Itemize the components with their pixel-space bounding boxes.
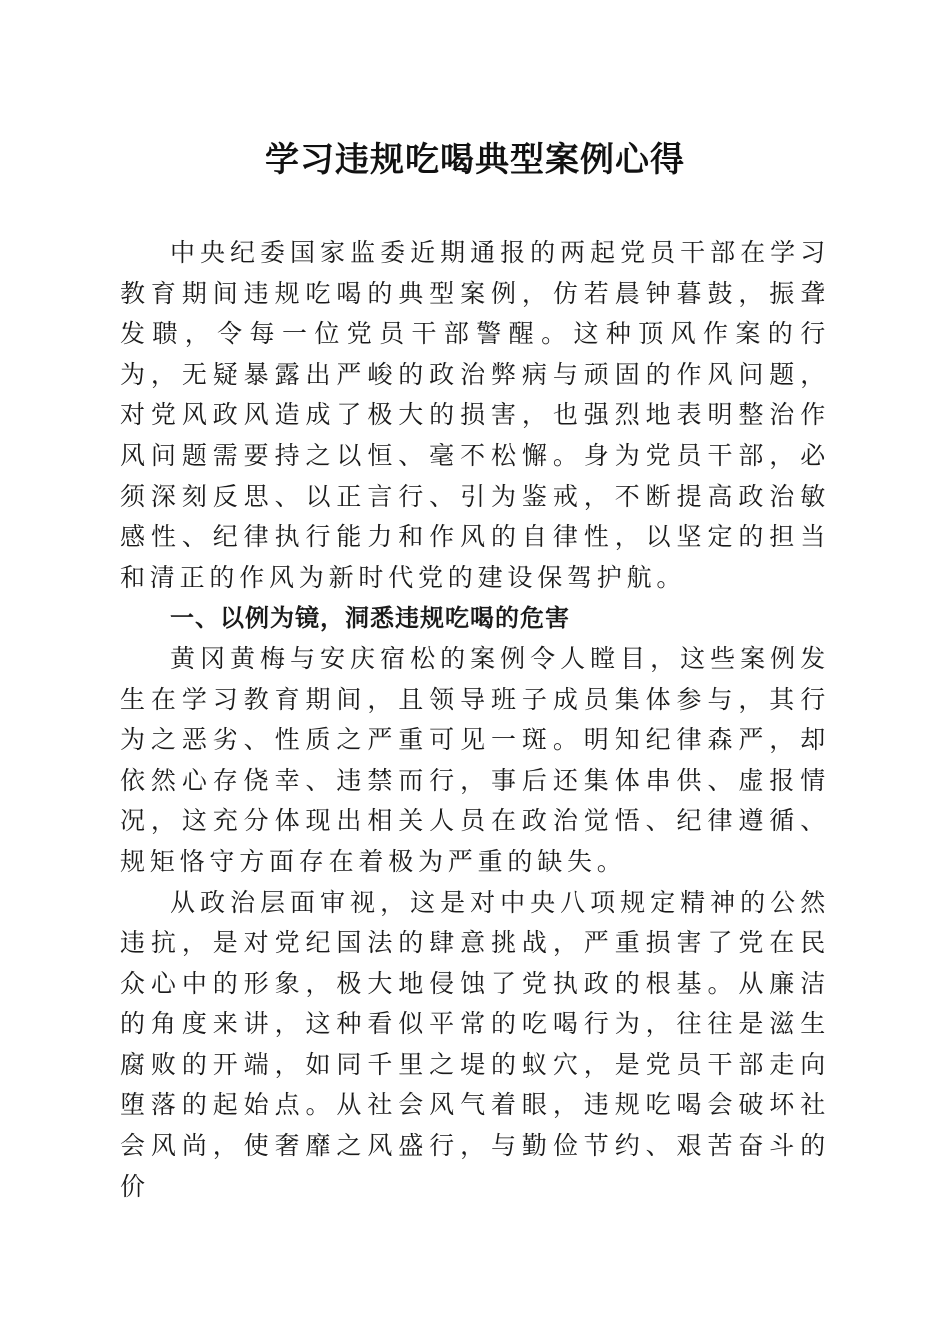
document-body — [120, 233, 830, 1207]
analysis-paragraph: 从政治层面审视，这是对中央八项规定精神的公然违抗，是对党纪国法的肆意挑战，严重损害了党在民众心中的形象，极大地侵蚀了党执政的根基。从廉洁的角度来讲，这种看似平常的吃喝行为，往往是滋生腐败的开端，如同千里之堤的蚁穴，是党员干部走向堕落的起始点。从社会风气着眼，违规吃喝会破坏社会风尚，使奢靡之风盛行，与勤俭节约、艰苦奋斗的价 — [120, 887, 830, 1201]
document-title: 学习违规吃喝典型案例心得 — [265, 140, 685, 180]
intro-paragraph: 中央纪委国家监委近期通报的两起党员干部在学习教育期间违规吃喝的典型案例，仿若晨钟暮鼓，振聋发聩，令每一位党员干部警醒。这种顶风作案的行为，无疑暴露出严峻的政治弊病与顽固的作风问题，对党风政风造成了极大的损害，也强烈地表明整治作风问题需要持之以恒、毫不松懈。身为党员干部，必须深刻反思、以正言行、引为鉴戒，不断提高政治敏感性、纪律执行能力和作风的自律性，以坚定的担当和清正的作风为新时代党的建设保驾护航。 — [120, 238, 830, 592]
section-heading-1: 一、以例为镜，洞悉违规吃喝的危害 — [170, 604, 570, 633]
case-paragraph: 黄冈黄梅与安庆宿松的案例令人瞠目，这些案例发生在学习教育期间，且领导班子成员集体参与，其行为之恶劣、性质之严重可见一斑。明知纪律森严，却依然心存侥幸、违禁而行，事后还集体串供、虚报情况，这充分体现出相关人员在政治觉悟、纪律遵循、规矩恪守方面存在着极为严重的缺失。 — [120, 643, 830, 876]
